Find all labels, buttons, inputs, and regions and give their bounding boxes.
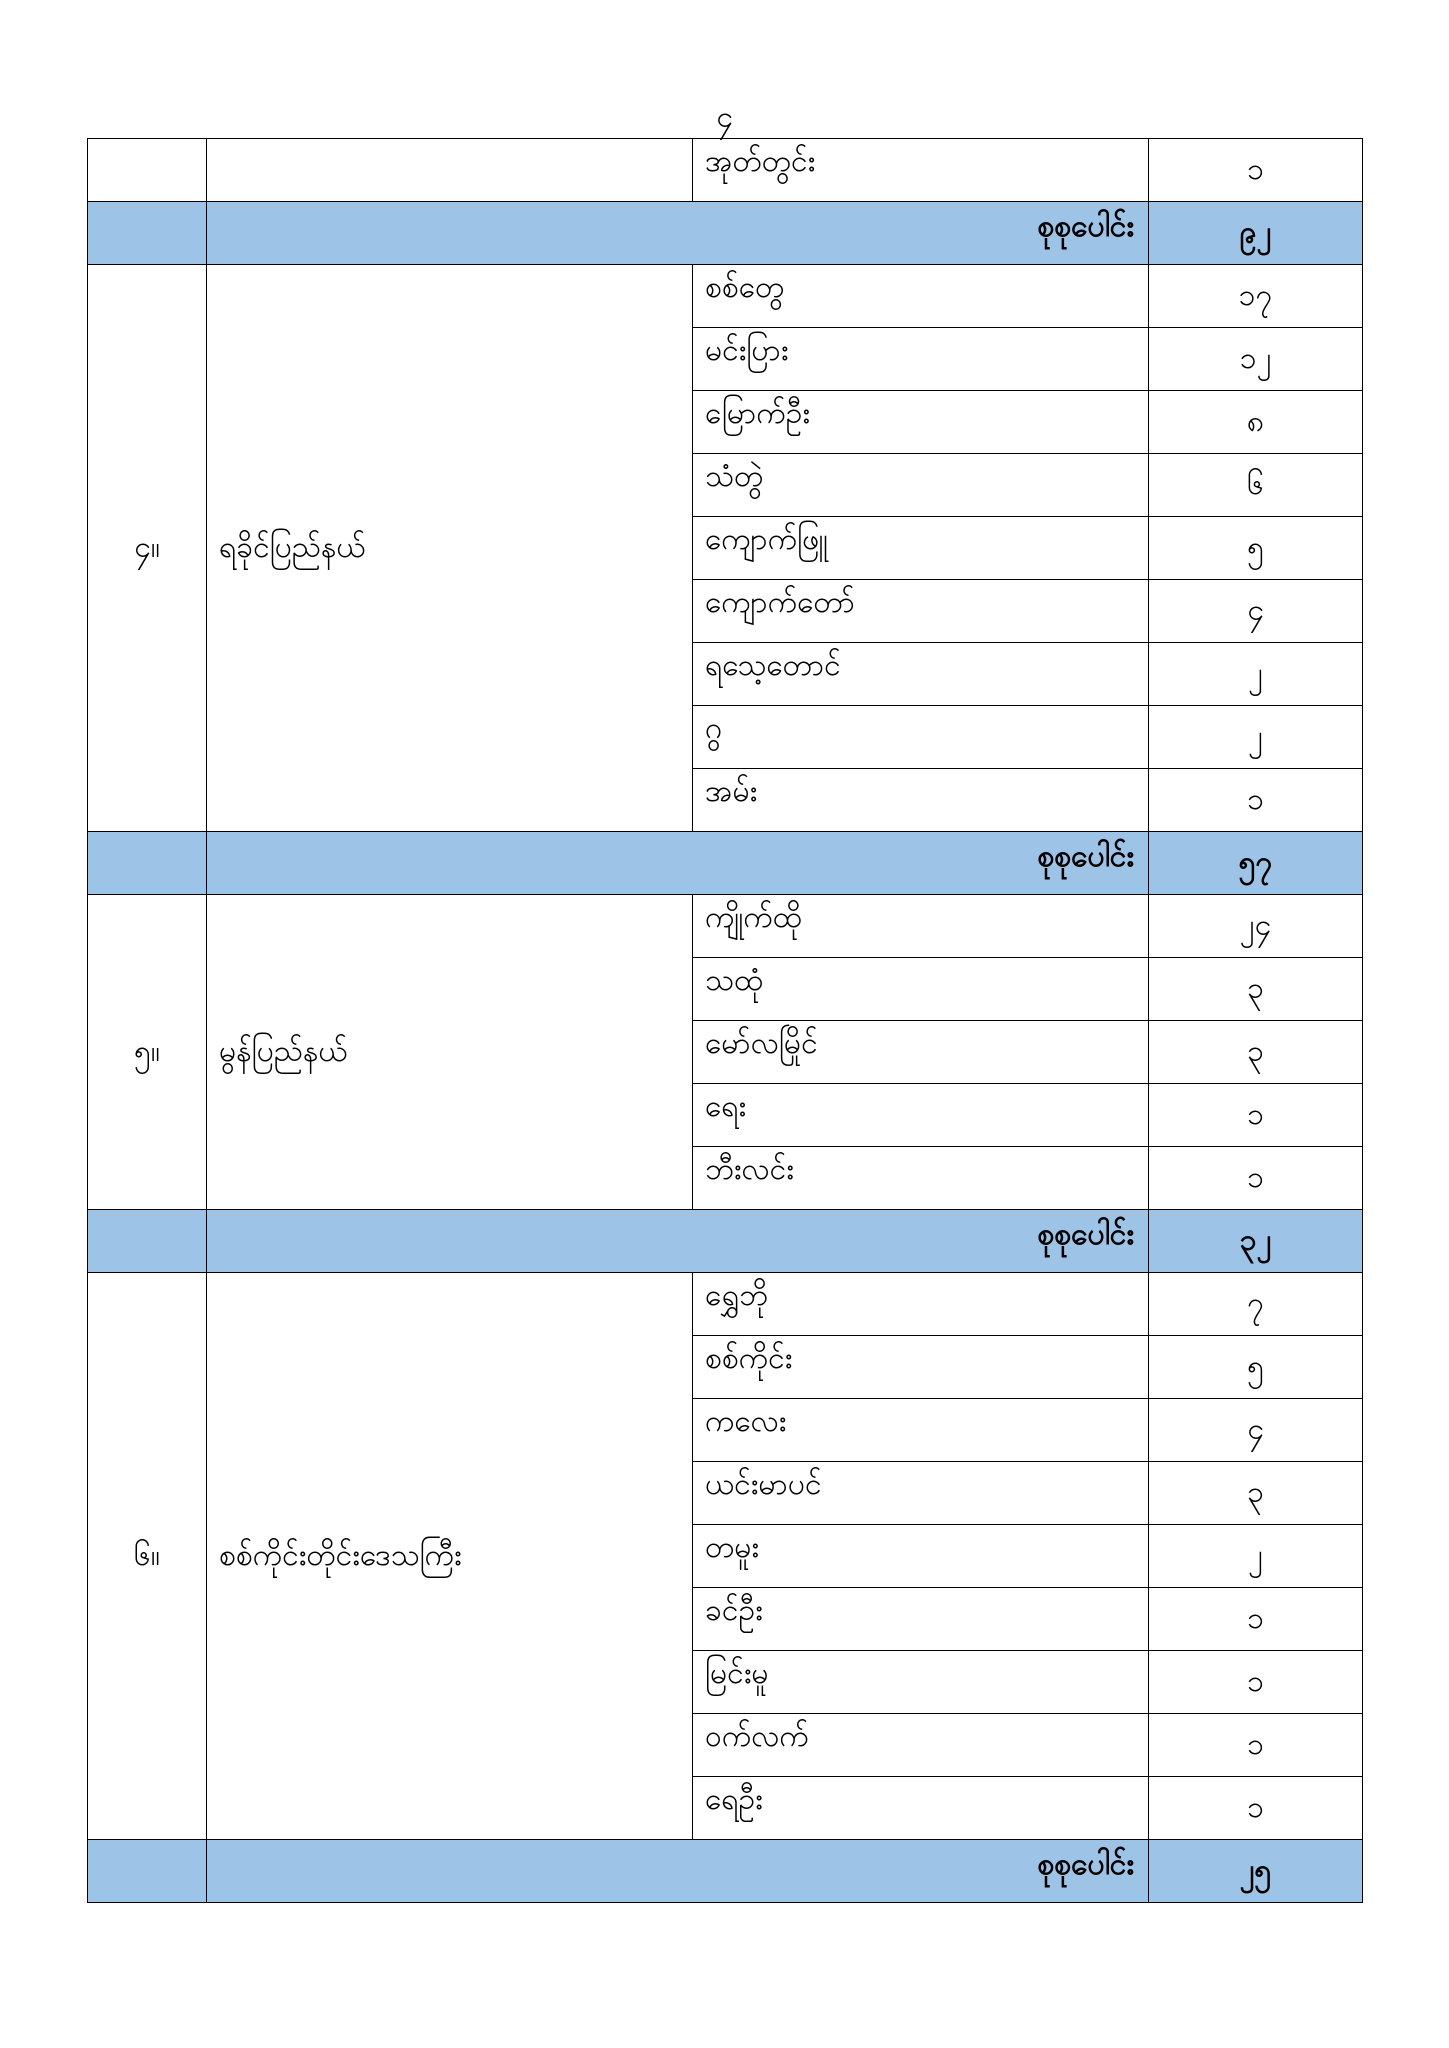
count-cell: ၅	[1149, 1336, 1363, 1399]
total-label: စုစုပေါင်း	[207, 1210, 1149, 1273]
page-number: ၄	[716, 100, 733, 135]
count-cell: ၁	[1149, 1147, 1363, 1210]
township-cell: မင်းပြား	[693, 328, 1149, 391]
township-cell: ဘီးလင်း	[693, 1147, 1149, 1210]
count-cell: ၁	[1149, 1714, 1363, 1777]
count-cell: ၁၂	[1149, 328, 1363, 391]
total-value: ၅၇	[1149, 832, 1363, 895]
total-label: စုစုပေါင်း	[207, 832, 1149, 895]
count-cell: ၂	[1149, 706, 1363, 769]
region-name-cell: ရခိုင်ပြည်နယ်	[207, 265, 693, 832]
count-cell: ၇	[1149, 1273, 1363, 1336]
count-cell: ၈	[1149, 391, 1363, 454]
total-row	[88, 1840, 1363, 1903]
township-cell: တမူး	[693, 1525, 1149, 1588]
count-cell: ၁	[1149, 1084, 1363, 1147]
count-cell: ၂	[1149, 1525, 1363, 1588]
table-row	[88, 1273, 1363, 1336]
count-cell: ၃	[1149, 1462, 1363, 1525]
total-row	[88, 1210, 1363, 1273]
township-cell: ရေဦး	[693, 1777, 1149, 1840]
region-number-cell: ၄။	[88, 265, 207, 832]
region-name-cell: စစ်ကိုင်းတိုင်းဒေသကြီး	[207, 1273, 693, 1840]
table-body	[88, 139, 1363, 1903]
township-cell: ရွှေဘို	[693, 1273, 1149, 1336]
region-cell	[207, 139, 693, 202]
township-cell: ယင်းမာပင်	[693, 1462, 1149, 1525]
total-label: စုစုပေါင်း	[207, 1840, 1149, 1903]
count-cell: ၂	[1149, 643, 1363, 706]
township-cell: ဂွ	[693, 706, 1149, 769]
total-blank-cell	[88, 202, 207, 265]
table-row	[88, 895, 1363, 958]
township-cell: စစ်ကိုင်း	[693, 1336, 1149, 1399]
count-cell: ၁၇	[1149, 265, 1363, 328]
township-cell: ရေး	[693, 1084, 1149, 1147]
count-cell: ၄	[1149, 1399, 1363, 1462]
township-cell: အမ်း	[693, 769, 1149, 832]
total-row	[88, 832, 1363, 895]
count-cell: ၁	[1149, 769, 1363, 832]
region-name-cell: မွန်ပြည်နယ်	[207, 895, 693, 1210]
township-cell: ကလေး	[693, 1399, 1149, 1462]
count-cell: ၂၄	[1149, 895, 1363, 958]
count-cell: ၃	[1149, 1021, 1363, 1084]
township-cell: သံတွဲ	[693, 454, 1149, 517]
count-cell: ၁	[1149, 1777, 1363, 1840]
township-cell: ဝက်လက်	[693, 1714, 1149, 1777]
total-blank-cell	[88, 832, 207, 895]
region-number-cell: ၆။	[88, 1273, 207, 1840]
total-row	[88, 202, 1363, 265]
township-cell: စစ်တွေ	[693, 265, 1149, 328]
number-cell	[88, 139, 207, 202]
township-cell: အုတ်တွင်း	[693, 139, 1149, 202]
table-row	[88, 265, 1363, 328]
township-cell: မြင်းမူ	[693, 1651, 1149, 1714]
township-cell: ရသေ့တောင်	[693, 643, 1149, 706]
total-value: ၃၂	[1149, 1210, 1363, 1273]
township-cell: မော်လမြိုင်	[693, 1021, 1149, 1084]
table-row	[88, 139, 1363, 202]
township-cell: ခင်ဦး	[693, 1588, 1149, 1651]
total-value: ၂၅	[1149, 1840, 1363, 1903]
count-cell: ၁	[1149, 1588, 1363, 1651]
township-cell: သထုံ	[693, 958, 1149, 1021]
township-cell: ကျောက်တော်	[693, 580, 1149, 643]
count-cell: ၄	[1149, 580, 1363, 643]
township-cell: ကျိုက်ထို	[693, 895, 1149, 958]
count-cell: ၁	[1149, 139, 1363, 202]
township-cell: ကျောက်ဖြူ	[693, 517, 1149, 580]
count-cell: ၃	[1149, 958, 1363, 1021]
township-cell: မြောက်ဦး	[693, 391, 1149, 454]
township-count-table	[87, 138, 1363, 1903]
count-cell: ၆	[1149, 454, 1363, 517]
count-cell: ၁	[1149, 1651, 1363, 1714]
total-blank-cell	[88, 1840, 207, 1903]
region-number-cell: ၅။	[88, 895, 207, 1210]
total-label: စုစုပေါင်း	[207, 202, 1149, 265]
count-cell: ၅	[1149, 517, 1363, 580]
total-blank-cell	[88, 1210, 207, 1273]
total-value: ၉၂	[1149, 202, 1363, 265]
